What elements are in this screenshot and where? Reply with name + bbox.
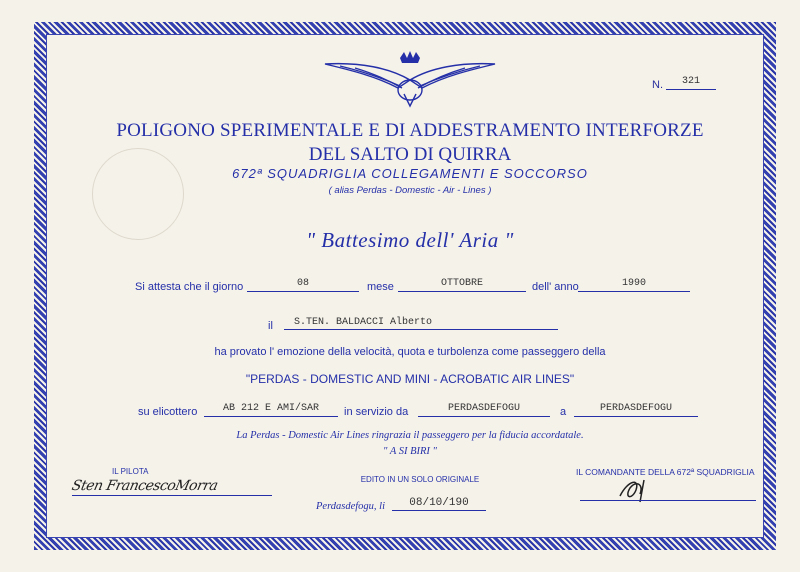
service-label: in servizio da — [344, 406, 409, 418]
person-name-field: S.TEN. BALDACCI Alberto — [284, 317, 558, 330]
to-field: PERDASDEFOGU — [574, 403, 698, 417]
year-field: 1990 — [578, 278, 690, 292]
commander-signature — [610, 474, 660, 506]
day-field: 08 — [247, 278, 359, 292]
year-label: dell' anno — [532, 281, 579, 293]
squadron-name: 672ª SQUADRIGLIA COLLEGAMENTI E SOCCORSO — [232, 166, 588, 181]
emotion-text: ha provato l' emozione della velocità, quota e turbolenza come passeggero della — [214, 346, 606, 358]
from-field: PERDASDEFOGU — [418, 403, 550, 417]
pilot-signature-line — [72, 495, 272, 496]
thanks-text: La Perdas - Domestic Air Lines ringrazia il passeggero per la fiducia accordatale. — [236, 430, 584, 441]
to-label: a — [560, 406, 567, 418]
date-intro: Si attesta che il giorno — [135, 281, 244, 293]
serial-label: N. — [652, 79, 663, 91]
pilot-signature: Sten FrancescoMorra — [70, 478, 220, 494]
person-label: il — [268, 320, 273, 332]
month-field: OTTOBRE — [398, 278, 526, 292]
alias-line: ( alias Perdas - Domestic - Air - Lines ) — [328, 185, 492, 196]
airline-name: "PERDAS - DOMESTIC AND MINI - ACROBATIC AIR LINES" — [245, 372, 575, 386]
month-label: mese — [367, 281, 394, 293]
heading-line-2: DEL SALTO DI QUIRRA — [308, 144, 512, 165]
serial-number: 321 — [666, 76, 716, 90]
certificate-title: " Battesimo dell' Aria " — [306, 228, 514, 252]
helicopter-field: AB 212 E AMI/SAR — [204, 403, 338, 417]
edition-note: EDITO IN UN SOLO ORIGINALE — [360, 475, 480, 484]
eagle-wings-emblem — [320, 50, 500, 110]
helicopter-label: su elicottero — [138, 406, 198, 418]
place-label: Perdasdefogu, li — [316, 501, 386, 512]
commander-signature-line — [580, 500, 756, 501]
motto-text: " A SI BIRI " — [383, 446, 437, 457]
heading-line-1: POLIGONO SPERIMENTALE E DI ADDESTRAMENTO INTERFORZE — [116, 120, 704, 141]
pilot-label: IL PILOTA — [112, 467, 149, 476]
issue-date-field: 08/10/190 — [392, 497, 486, 511]
commander-label: IL COMANDANTE DELLA 672ª SQUADRIGLIA — [576, 467, 755, 477]
